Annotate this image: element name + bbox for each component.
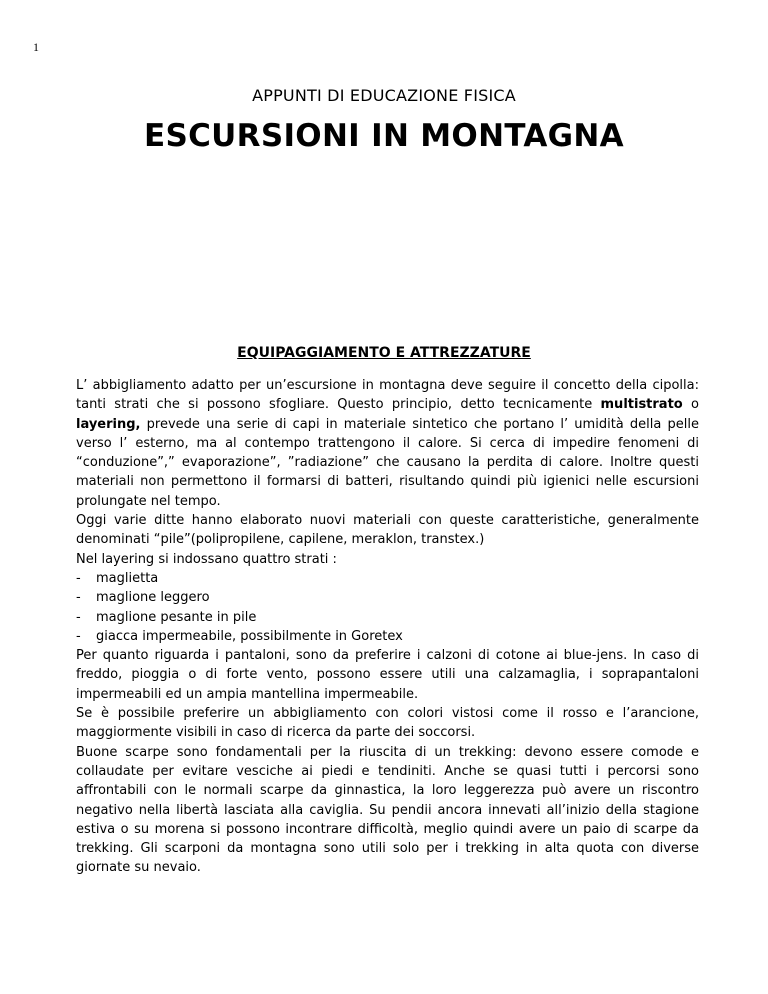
section-body <box>76 376 699 878</box>
list-item: - maglione pesante in pile <box>76 608 699 627</box>
paragraph-materials: Oggi varie ditte hanno elaborato nuovi materiali con queste caratteristiche, generalmente denominati “pile”(polipropilene, capilene, meraklon, transtex.) <box>76 513 699 548</box>
paragraph-text: prevede una serie di capi in materiale sintetico che portano l’ umidità della pelle verso l’ esterno, ma al contempo trattengono il calore. Si cerca di impedire fenomeni di “conduzione”,” evaporazione”, ”radiazione” che causano la perdita di calore. Inoltre questi materiali non permettono il formarsi di batteri, risultando quindi più igienici nelle escursioni prolungate nel tempo. <box>76 416 699 509</box>
document-subtitle: APPUNTI DI EDUCAZIONE FISICA <box>252 86 516 105</box>
list-item: - giacca impermeabile, possibilmente in Goretex <box>76 627 699 646</box>
term-multistrato: multistrato <box>600 397 683 413</box>
layers-list <box>76 569 699 646</box>
paragraph-layers-intro: Nel layering si indossano quattro strati : <box>76 551 337 567</box>
page-number: 1 <box>33 40 39 54</box>
document-title: ESCURSIONI IN MONTAGNA <box>144 118 624 154</box>
paragraph-layering <box>76 376 699 511</box>
section-heading: EQUIPAGGIAMENTO E ATTREZZATURE <box>237 345 531 361</box>
list-item: - maglione leggero <box>76 588 699 607</box>
paragraph-trousers: Per quanto riguarda i pantaloni, sono da preferire i calzoni di cotone ai blue-jens. In caso di freddo, pioggia o di forte vento, possono essere utili una calzamaglia, i soprapantaloni impermeabili ed un ampia mantellina impermeabile. <box>76 648 699 702</box>
paragraph-text: L’ abbigliamento adatto per un’escursione in montagna deve seguire il concetto della cipolla: tanti strati che si possono sfogliare. Questo principio, detto tecnicamente <box>76 378 699 413</box>
paragraph-colors: Se è possibile preferire un abbigliamento con colori vistosi come il rosso e l’arancione, maggiormente visibili in caso di ricerca da parte dei soccorsi. <box>76 706 699 741</box>
paragraph-shoes: Buone scarpe sono fondamentali per la riuscita di un trekking: devono essere comode e collaudate per evitare vesciche ai piedi e tendiniti. Anche se quasi tutti i percorsi sono affrontabili con le normali scarpe da ginnastica, la loro leggerezza può avere un riscontro negativo nella libertà lasciata alla caviglia. Su pendii ancora innevati all’inizio della stagione estiva o su morena si possono incontrare difficoltà, meglio quindi avere un paio di scarpe da trekking. Gli scarponi da montagna sono utili solo per i trekking in alta quota con diverse giornate su nevaio. <box>76 744 699 876</box>
term-layering: layering, <box>76 416 141 432</box>
list-item: - maglietta <box>76 569 699 588</box>
paragraph-text: o <box>682 397 699 413</box>
